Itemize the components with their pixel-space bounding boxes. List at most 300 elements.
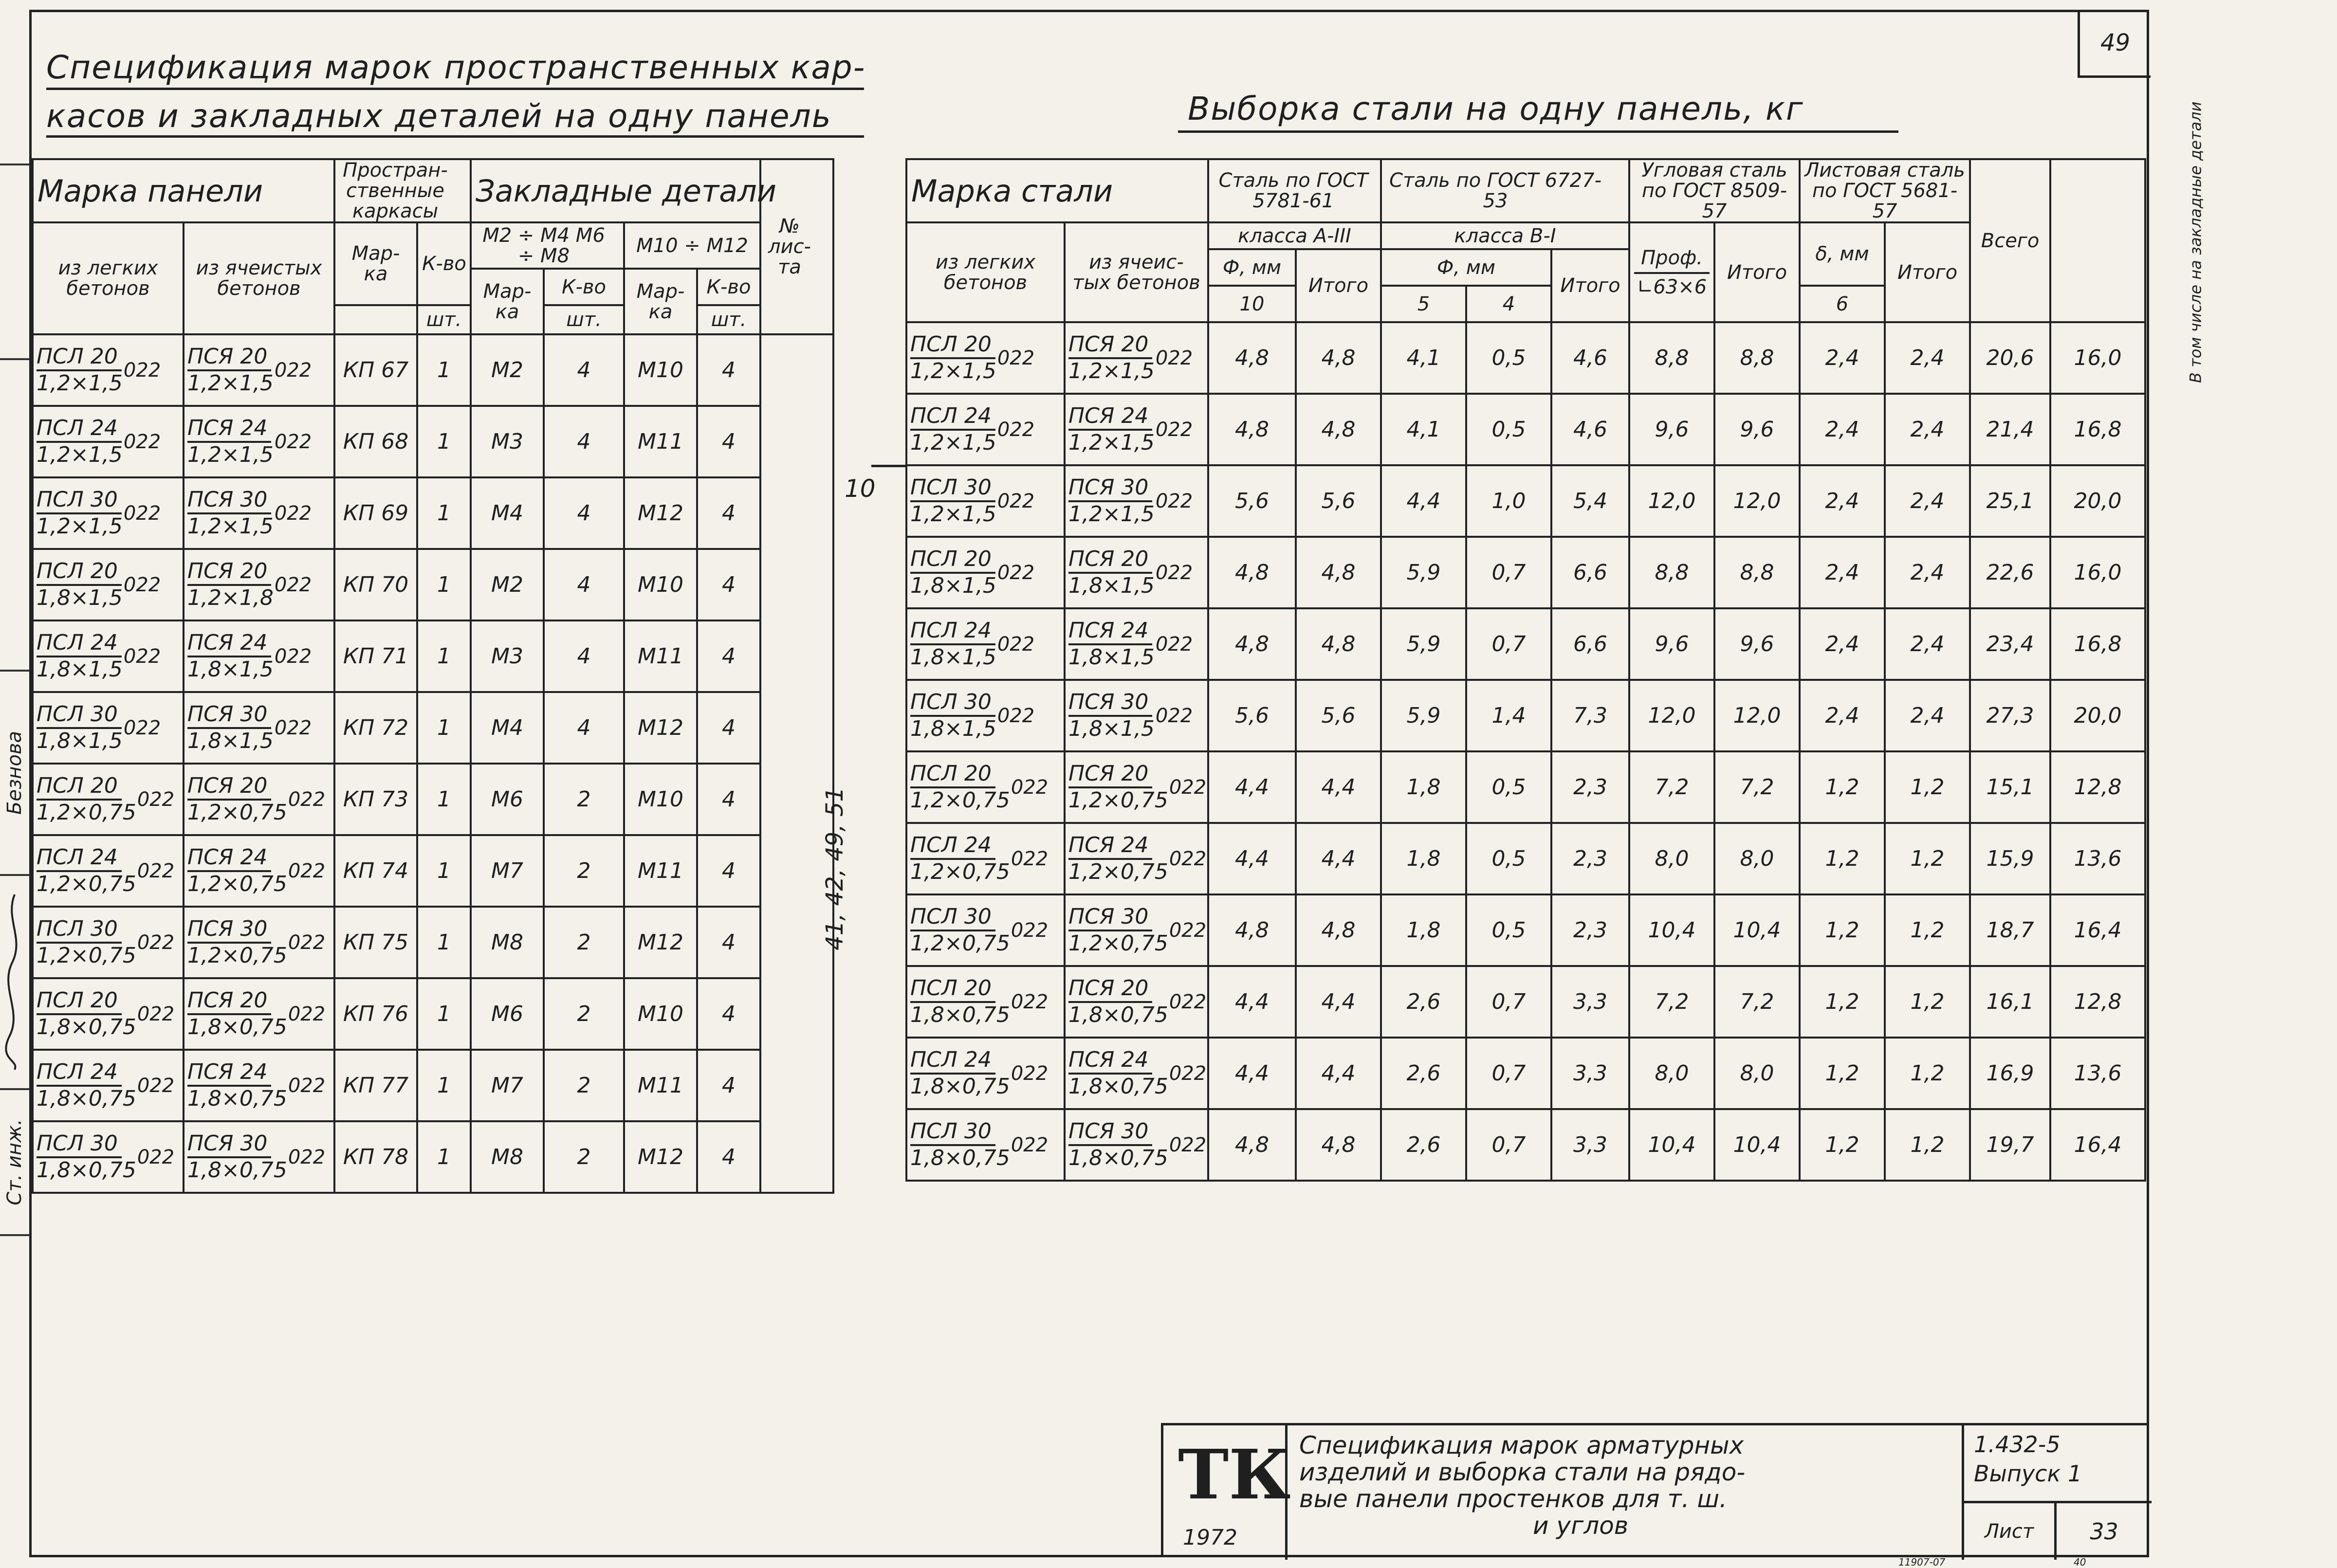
embedded-qty-2: 4: [697, 549, 760, 620]
angle-steel: 9,6: [1629, 394, 1714, 465]
left-title-underline1: [46, 88, 864, 90]
embedded-mark-2: М12: [624, 907, 697, 978]
panel-mark-fraction: ПСЯ 24 1,2×1,5 022: [187, 416, 312, 467]
table-row: [906, 680, 2145, 751]
light-concrete-mark: [906, 1109, 1065, 1181]
panel-mark-fraction: ПСЛ 24 1,2×0,75 022: [910, 833, 1049, 884]
steel-b1-d5: 2,6: [1381, 1109, 1466, 1181]
steel-a3-total: 4,4: [1296, 966, 1381, 1038]
header-cellular-concrete: из ячеистых бетонов: [184, 222, 334, 334]
cellular-concrete-mark: [184, 406, 334, 477]
sheet-steel: 2,4: [1800, 608, 1885, 680]
frame-mark: КП 73: [334, 764, 417, 835]
angle-steel: 8,0: [1629, 1038, 1714, 1109]
embedded-total: 12,8: [2050, 966, 2145, 1038]
panel-mark-fraction: ПСЛ 30 1,8×0,75 022: [37, 1131, 175, 1183]
light-concrete-mark: [33, 334, 184, 406]
steel-b1-d4: 0,7: [1466, 537, 1551, 608]
steel-a3-total: 5,6: [1296, 465, 1381, 537]
embedded-mark-1: М4: [471, 692, 544, 764]
steel-a3-d10: 4,8: [1208, 608, 1296, 680]
table-row: [906, 537, 2145, 608]
embedded-qty-1: 2: [544, 835, 624, 907]
steel-b1-d4: 0,5: [1466, 823, 1551, 894]
embedded-mark-2: М10: [624, 978, 697, 1050]
angle-steel: 8,8: [1629, 537, 1714, 608]
sheet-steel: 1,2: [1800, 823, 1885, 894]
embedded-mark-1: М3: [471, 620, 544, 692]
steel-b1-d4: 0,7: [1466, 1038, 1551, 1109]
panel-mark-fraction: ПСЯ 24 1,8×0,75 022: [187, 1059, 326, 1111]
sheet-total: 2,4: [1885, 680, 1970, 751]
panel-mark-fraction: ПСЯ 30 1,8×1,5 022: [1068, 690, 1193, 741]
steel-b1-d5: 5,9: [1381, 680, 1466, 751]
light-concrete-mark: [33, 1050, 184, 1121]
cellular-concrete-mark: [184, 477, 334, 549]
light-concrete-mark: [33, 477, 184, 549]
cellular-concrete-mark: [1065, 322, 1208, 394]
angle-steel: 10,4: [1629, 894, 1714, 966]
cellular-concrete-mark: [1065, 537, 1208, 608]
steel-b1-d5: 5,9: [1381, 608, 1466, 680]
binding-cell: [0, 10, 29, 165]
embedded-mark-2: М10: [624, 764, 697, 835]
left-title-line2: касов и закладных деталей на одну панель: [46, 97, 832, 135]
steel-b1-d4: 0,5: [1466, 751, 1551, 823]
cellular-concrete-mark: [1065, 608, 1208, 680]
angle-steel: 7,2: [1629, 966, 1714, 1038]
steel-b1-d4: 0,7: [1466, 1109, 1551, 1181]
panel-mark-fraction: ПСЯ 20 1,2×0,75 022: [187, 773, 326, 825]
cellular-concrete-mark: [184, 1050, 334, 1121]
embedded-total: 16,4: [2050, 894, 2145, 966]
panel-mark-fraction: ПСЯ 20 1,2×1,8 022: [187, 559, 312, 610]
panel-mark-fraction: ПСЛ 20 1,2×1,5 022: [37, 344, 161, 396]
panel-mark-fraction: ПСЛ 30 1,2×0,75 022: [910, 904, 1049, 956]
frame-qty: 1: [417, 477, 471, 549]
cellular-concrete-mark: [184, 1121, 334, 1193]
frame-mark: КП 71: [334, 620, 417, 692]
frame-qty: 1: [417, 835, 471, 907]
frame-qty: 1: [417, 692, 471, 764]
angle-total: 9,6: [1714, 394, 1800, 465]
embedded-qty-2: 4: [697, 978, 760, 1050]
table-row: [33, 764, 833, 835]
table-row: [906, 608, 2145, 680]
header-class-a3: класса А-III: [1208, 222, 1381, 249]
steel-a3-d10: 4,8: [1208, 322, 1296, 394]
sheet-total: 2,4: [1885, 465, 1970, 537]
embedded-mark-2: М10: [624, 549, 697, 620]
header-group-m10-m12: М10 ÷ М12: [624, 222, 760, 269]
header-angle-steel: Угловая сталь по ГОСТ 8509-57: [1629, 159, 1800, 222]
steel-b1-total: 4,6: [1551, 394, 1629, 465]
total-all: 15,1: [1970, 751, 2050, 823]
frame-mark: КП 68: [334, 406, 417, 477]
steel-b1-total: 2,3: [1551, 823, 1629, 894]
frame-mark: КП 76: [334, 978, 417, 1050]
steel-b1-d5: 2,6: [1381, 966, 1466, 1038]
binding-strip: [0, 10, 29, 1557]
specification-table: [32, 158, 834, 1194]
stamp-logo: ТК: [1178, 1435, 1291, 1515]
table-row: [33, 406, 833, 477]
panel-mark-fraction: ПСЛ 20 1,2×0,75 022: [37, 773, 175, 825]
embedded-qty-1: 2: [544, 1050, 624, 1121]
table-row: [33, 907, 833, 978]
angle-total: 8,0: [1714, 823, 1800, 894]
embedded-mark-2: М12: [624, 692, 697, 764]
panel-mark-fraction: ПСЛ 20 1,8×0,75 022: [37, 988, 175, 1039]
embedded-mark-1: М6: [471, 764, 544, 835]
footer-tail: 40: [2074, 1556, 2086, 1568]
panel-mark-fraction: ПСЯ 20 1,2×1,5 022: [1068, 332, 1193, 383]
steel-a3-d10: 4,8: [1208, 1109, 1296, 1181]
cellular-concrete-mark: [184, 549, 334, 620]
embedded-qty-1: 2: [544, 764, 624, 835]
header-incl-embedded: В том числе на закладные детали: [2050, 159, 2145, 322]
header-sheet-total: Итого: [1885, 222, 1970, 322]
header-b1-d5: 5: [1381, 286, 1466, 322]
panel-mark-fraction: ПСЛ 24 1,8×1,5 022: [37, 630, 161, 682]
left-title-line1: Спецификация марок пространственных кар-: [46, 49, 866, 86]
steel-b1-total: 3,3: [1551, 1038, 1629, 1109]
cellular-concrete-mark: [184, 764, 334, 835]
panel-mark-fraction: ПСЯ 30 1,2×1,5 022: [1068, 475, 1193, 527]
header-steel-a3: Сталь по ГОСТ 5781-61: [1208, 159, 1381, 222]
steel-a3-total: 4,4: [1296, 823, 1381, 894]
embedded-mark-2: М11: [624, 620, 697, 692]
embedded-total: 13,6: [2050, 823, 2145, 894]
panel-mark-fraction: ПСЛ 20 1,8×1,5 022: [37, 559, 161, 610]
cellular-concrete-mark: [1065, 394, 1208, 465]
total-all: 22,6: [1970, 537, 2050, 608]
frame-mark: КП 74: [334, 835, 417, 907]
steel-b1-total: 6,6: [1551, 537, 1629, 608]
light-concrete-mark: [906, 322, 1065, 394]
frame-qty: 1: [417, 549, 471, 620]
frame-qty: 1: [417, 406, 471, 477]
embedded-qty-1: 4: [544, 406, 624, 477]
light-concrete-mark: [906, 537, 1065, 608]
sheet-total: 2,4: [1885, 394, 1970, 465]
panel-mark-fraction: ПСЛ 30 1,8×1,5 022: [37, 702, 161, 753]
signature-cell: [0, 876, 29, 1090]
embedded-qty-1: 2: [544, 978, 624, 1050]
cellular-concrete-mark: [184, 334, 334, 406]
steel-b1-total: 3,3: [1551, 1109, 1629, 1181]
table-row: [33, 620, 833, 692]
embedded-mark-1: М8: [471, 1121, 544, 1193]
steel-b1-d4: 0,5: [1466, 394, 1551, 465]
header-a3-phi: Ф, мм: [1208, 249, 1296, 286]
angle-total: 10,4: [1714, 1109, 1800, 1181]
frame-mark: КП 75: [334, 907, 417, 978]
header-class-b1: класса В-I: [1381, 222, 1629, 249]
light-concrete-mark: [906, 680, 1065, 751]
frame-mark: КП 70: [334, 549, 417, 620]
table-row: [906, 1109, 2145, 1181]
angle-steel: 8,0: [1629, 823, 1714, 894]
steel-b1-total: 2,3: [1551, 751, 1629, 823]
table-row: [33, 477, 833, 549]
header-b1-phi: Ф, мм: [1381, 249, 1551, 286]
embedded-mark-2: М12: [624, 477, 697, 549]
header-steel-b1: Сталь по ГОСТ 6727-53: [1381, 159, 1629, 222]
angle-total: 7,2: [1714, 751, 1800, 823]
stamp-description: Спецификация марок арматурных изделий и выборка стали на рядо- вые панели простенков для т. ш. и углов: [1288, 1425, 1964, 1560]
embedded-qty-1: 4: [544, 549, 624, 620]
light-concrete-mark: [33, 692, 184, 764]
steel-a3-d10: 4,4: [1208, 1038, 1296, 1109]
frame-qty: 1: [417, 978, 471, 1050]
frame-qty: 1: [417, 764, 471, 835]
cellular-concrete-mark: [1065, 751, 1208, 823]
panel-mark-fraction: ПСЛ 30 1,2×1,5 022: [910, 475, 1035, 527]
steel-b1-d4: 0,5: [1466, 894, 1551, 966]
stamp-sheet-number: 33: [2090, 1518, 2118, 1545]
sheet-total: 1,2: [1885, 1038, 1970, 1109]
steel-b1-d5: 1,8: [1381, 894, 1466, 966]
frame-qty: 1: [417, 907, 471, 978]
embedded-qty-2: 4: [697, 835, 760, 907]
total-all: 19,7: [1970, 1109, 2050, 1181]
table-row: [33, 549, 833, 620]
sheet-steel: 1,2: [1800, 1038, 1885, 1109]
steel-b1-d5: 1,8: [1381, 751, 1466, 823]
stamp-sheet-label: Лист: [1964, 1503, 2057, 1560]
angle-steel: 12,0: [1629, 465, 1714, 537]
cellular-concrete-mark: [1065, 680, 1208, 751]
page-number: 49: [2078, 10, 2151, 78]
embedded-total: 20,0: [2050, 465, 2145, 537]
panel-mark-fraction: ПСЯ 24 1,8×1,5 022: [187, 630, 312, 682]
light-concrete-mark: [906, 465, 1065, 537]
light-concrete-mark: [33, 549, 184, 620]
panel-mark-fraction: ПСЛ 20 1,2×0,75 022: [910, 761, 1049, 813]
panel-mark-fraction: ПСЛ 24 1,8×0,75 022: [37, 1059, 175, 1111]
table-row: [33, 978, 833, 1050]
binding-cell: [0, 360, 29, 672]
sheet-total: 1,2: [1885, 894, 1970, 966]
header-emb-mark-2: Мар- ка: [624, 269, 697, 334]
panel-mark-fraction: ПСЯ 20 1,8×0,75 022: [1068, 976, 1207, 1027]
header-spatial-frames: Простран- ственные каркасы: [334, 159, 471, 222]
cellular-concrete-mark: [1065, 1038, 1208, 1109]
light-concrete-mark: [33, 907, 184, 978]
binding-cell-author: Безнова: [0, 672, 29, 876]
title-block: [1161, 1423, 2149, 1557]
header-unit-emb-2: шт.: [697, 305, 760, 334]
header-frame-mark-blank: [334, 305, 417, 334]
panel-mark-fraction: ПСЛ 24 1,2×1,5 022: [37, 416, 161, 467]
embedded-total: 20,0: [2050, 680, 2145, 751]
cellular-concrete-mark: [184, 978, 334, 1050]
panel-mark-fraction: ПСЛ 24 1,8×1,5 022: [910, 618, 1035, 670]
sheet-mark: 10: [845, 474, 876, 503]
steel-b1-d4: 1,0: [1466, 465, 1551, 537]
cellular-concrete-mark: [1065, 966, 1208, 1038]
header-b1-d4: 4: [1466, 286, 1551, 322]
frame-qty: 1: [417, 1121, 471, 1193]
panel-mark-fraction: ПСЯ 30 1,8×0,75 022: [1068, 1119, 1207, 1170]
header-angle-prof: Проф. ∟63×6: [1629, 222, 1714, 322]
angle-steel: 9,6: [1629, 608, 1714, 680]
sheet-steel: 2,4: [1800, 537, 1885, 608]
sheet-column: [760, 334, 833, 1193]
panel-mark-fraction: ПСЛ 30 1,8×0,75 022: [910, 1119, 1049, 1170]
header-cellular-concrete: из ячеис- тых бетонов: [1065, 222, 1208, 322]
table-row: [906, 823, 2145, 894]
embedded-mark-1: М7: [471, 1050, 544, 1121]
steel-b1-total: 2,3: [1551, 894, 1629, 966]
steel-b1-d4: 0,7: [1466, 966, 1551, 1038]
total-all: 18,7: [1970, 894, 2050, 966]
embedded-total: 16,8: [2050, 608, 2145, 680]
sheet-steel: 2,4: [1800, 394, 1885, 465]
frame-mark: КП 69: [334, 477, 417, 549]
header-emb-qty-1: К-во: [544, 269, 624, 305]
embedded-qty-2: 4: [697, 907, 760, 978]
header-emb-mark-1: Мар- ка: [471, 269, 544, 334]
embedded-qty-1: 4: [544, 334, 624, 406]
sheet-total: 1,2: [1885, 966, 1970, 1038]
frame-qty: 1: [417, 334, 471, 406]
steel-a3-total: 4,8: [1296, 894, 1381, 966]
cellular-concrete-mark: [1065, 1109, 1208, 1181]
steel-a3-total: 4,8: [1296, 608, 1381, 680]
steel-a3-total: 4,4: [1296, 751, 1381, 823]
light-concrete-mark: [906, 966, 1065, 1038]
light-concrete-mark: [906, 394, 1065, 465]
frame-mark: КП 78: [334, 1121, 417, 1193]
header-light-concrete: из легких бетонов: [33, 222, 184, 334]
panel-mark-fraction: ПСЯ 20 1,2×0,75 022: [1068, 761, 1207, 813]
cellular-concrete-mark: [1065, 823, 1208, 894]
header-total-all: Всего: [1970, 159, 2050, 322]
embedded-qty-2: 4: [697, 406, 760, 477]
embedded-total: 16,4: [2050, 1109, 2145, 1181]
embedded-qty-2: 4: [697, 764, 760, 835]
panel-mark-fraction: ПСЛ 20 1,8×0,75 022: [910, 976, 1049, 1027]
angle-total: 10,4: [1714, 894, 1800, 966]
table-row: [33, 1121, 833, 1193]
header-sheet-delta: δ, мм: [1800, 222, 1885, 286]
table-row: [906, 894, 2145, 966]
total-all: 21,4: [1970, 394, 2050, 465]
total-all: 16,1: [1970, 966, 2050, 1038]
angle-steel: 10,4: [1629, 1109, 1714, 1181]
panel-mark-fraction: ПСЛ 24 1,8×0,75 022: [910, 1047, 1049, 1099]
sheet-references: 41, 42, 49, 51: [821, 787, 849, 950]
steel-a3-total: 4,8: [1296, 1109, 1381, 1181]
embedded-mark-2: М11: [624, 406, 697, 477]
steel-b1-d4: 1,4: [1466, 680, 1551, 751]
steel-b1-d5: 5,9: [1381, 537, 1466, 608]
table-row: [33, 835, 833, 907]
embedded-mark-2: М10: [624, 334, 697, 406]
sheet-mark-leader: [871, 465, 905, 467]
steel-a3-total: 4,8: [1296, 394, 1381, 465]
sheet-steel: 1,2: [1800, 1109, 1885, 1181]
steel-b1-d5: 1,8: [1381, 823, 1466, 894]
angle-total: 7,2: [1714, 966, 1800, 1038]
embedded-qty-2: 4: [697, 692, 760, 764]
steel-a3-total: 4,4: [1296, 1038, 1381, 1109]
right-title: Выборка стали на одну панель, кг: [1188, 90, 1804, 128]
header-light-concrete: из легких бетонов: [906, 222, 1065, 322]
right-title-underline: [1178, 130, 1898, 133]
embedded-qty-2: 4: [697, 334, 760, 406]
binding-cell-position: Ст. инж.: [0, 1090, 29, 1236]
steel-b1-d4: 0,5: [1466, 322, 1551, 394]
steel-a3-d10: 5,6: [1208, 465, 1296, 537]
angle-total: 12,0: [1714, 680, 1800, 751]
steel-a3-d10: 4,4: [1208, 966, 1296, 1038]
binding-cell: [0, 165, 29, 360]
table-row: [906, 322, 2145, 394]
frame-mark: КП 67: [334, 334, 417, 406]
steel-b1-total: 3,3: [1551, 966, 1629, 1038]
total-all: 23,4: [1970, 608, 2050, 680]
panel-mark-fraction: ПСЯ 20 1,8×1,5 022: [1068, 547, 1193, 598]
embedded-total: 16,8: [2050, 394, 2145, 465]
embedded-qty-1: 2: [544, 1121, 624, 1193]
steel-b1-d5: 4,1: [1381, 394, 1466, 465]
panel-mark-fraction: ПСЯ 24 1,2×1,5 022: [1068, 403, 1193, 455]
header-frame-qty: К-во: [417, 222, 471, 305]
frame-mark: КП 77: [334, 1050, 417, 1121]
sheet-total: 1,2: [1885, 823, 1970, 894]
header-a3-total: Итого: [1296, 249, 1381, 322]
cellular-concrete-mark: [184, 835, 334, 907]
panel-mark-fraction: ПСЯ 30 1,2×1,5 022: [187, 487, 312, 539]
header-unit-emb-1: шт.: [544, 305, 624, 334]
panel-mark-fraction: ПСЯ 24 1,8×1,5 022: [1068, 618, 1193, 670]
header-unit-frame: шт.: [417, 305, 471, 334]
steel-a3-total: 4,8: [1296, 537, 1381, 608]
embedded-mark-2: М12: [624, 1121, 697, 1193]
steel-a3-total: 4,8: [1296, 322, 1381, 394]
sheet-steel: 2,4: [1800, 322, 1885, 394]
header-b1-total: Итого: [1551, 249, 1629, 322]
panel-mark-fraction: ПСЯ 24 1,8×0,75 022: [1068, 1047, 1207, 1099]
cellular-concrete-mark: [184, 907, 334, 978]
angle-steel: 8,8: [1629, 322, 1714, 394]
steel-a3-total: 5,6: [1296, 680, 1381, 751]
angle-steel: 12,0: [1629, 680, 1714, 751]
panel-mark-fraction: ПСЯ 24 1,2×0,75 022: [187, 845, 326, 896]
panel-mark-fraction: ПСЛ 24 1,2×0,75 022: [37, 845, 175, 896]
frame-qty: 1: [417, 1050, 471, 1121]
header-sheet-d6: 6: [1800, 286, 1885, 322]
cellular-concrete-mark: [184, 620, 334, 692]
embedded-mark-1: М4: [471, 477, 544, 549]
steel-b1-d5: 4,1: [1381, 322, 1466, 394]
steel-b1-total: 5,4: [1551, 465, 1629, 537]
steel-b1-d5: 2,6: [1381, 1038, 1466, 1109]
frame-qty: 1: [417, 620, 471, 692]
light-concrete-mark: [33, 1121, 184, 1193]
header-frame-mark: Мар- ка: [334, 222, 417, 305]
sheet-total: 2,4: [1885, 322, 1970, 394]
light-concrete-mark: [906, 1038, 1065, 1109]
light-concrete-mark: [906, 608, 1065, 680]
header-emb-qty-2: К-во: [697, 269, 760, 305]
steel-b1-total: 7,3: [1551, 680, 1629, 751]
light-concrete-mark: [906, 894, 1065, 966]
angle-total: 8,0: [1714, 1038, 1800, 1109]
